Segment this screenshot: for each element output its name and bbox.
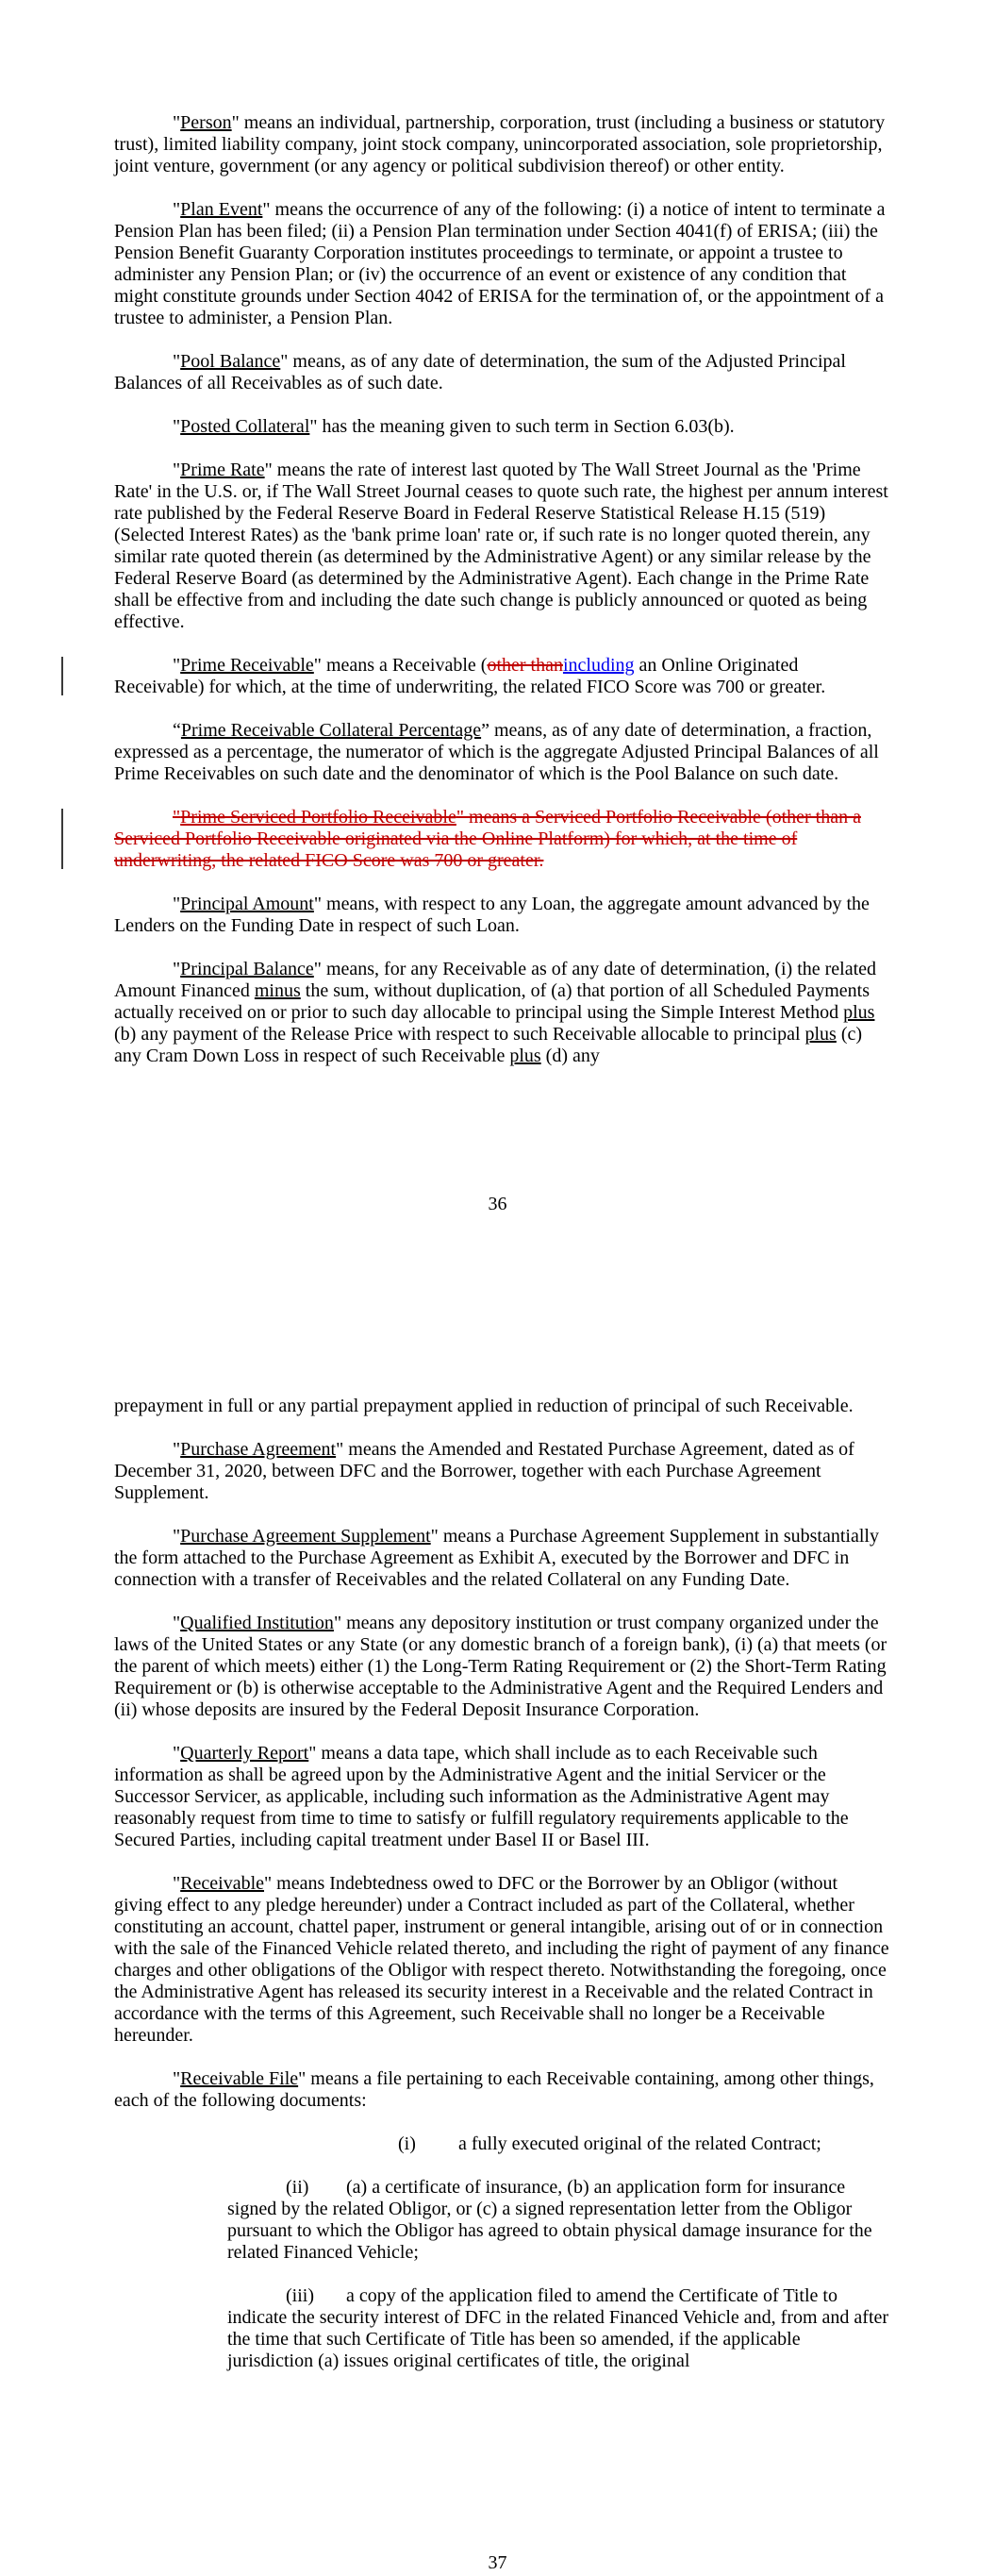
text-run: " means a Receivable ( xyxy=(313,655,488,676)
list-marker: (ii) xyxy=(286,2177,309,2198)
text-run: an Online Originated Receivable) for which, at the time of underwriting, the related FICO Score was 700 or greater. xyxy=(114,655,826,697)
text-run-term: Receivable File xyxy=(180,2068,299,2089)
text-run-u: plus xyxy=(843,1002,875,1023)
text-run-term: Prime Receivable Collateral Percentage xyxy=(180,720,482,741)
text-run: " xyxy=(173,112,181,133)
text-run: " means an individual, partnership, corporation, trust (including a business or statutory trust), limited liability company, joint stock company, unincorporated association, sole proprietorship, joint venture, government (or any agency or political subdivision thereof) or other entity. xyxy=(114,112,886,176)
text-run: " xyxy=(173,1613,181,1633)
text-run: " means, as of any date of determination, the sum of the Adjusted Principal Balances of all Receivables as of such date. xyxy=(114,351,846,393)
text-run: " xyxy=(173,894,181,914)
text-run: a copy of the application filed to amend the Certificate of Title to indicate the security interest of DFC in the related Financed Vehicle and, from and after the time that such Certificate of Title has been so amended, if the applicable jurisdiction (a) issues original certificates of title, the original xyxy=(227,2285,889,2371)
definition-prime-receivable xyxy=(114,655,889,698)
receivable-file-item-i xyxy=(284,2133,889,2155)
text-run-term: Purchase Agreement Supplement xyxy=(180,1526,431,1547)
text-run: " xyxy=(173,1743,181,1764)
text-run: " means, for any Receivable as of any date of determination, (i) the related Amount Financed xyxy=(114,959,877,1001)
text-run: (d) any xyxy=(540,1045,600,1066)
text-run-del: " xyxy=(173,807,181,828)
page-body xyxy=(114,112,889,1067)
text-run: " xyxy=(173,959,181,979)
text-run: " means a Purchase Agreement Supplement in substantially the form attached to the Purchase Agreement as Exhibit A, executed by the Borrower and DFC in connection with a transfer of Receivables and the related Collateral on any Funding Date. xyxy=(114,1526,879,1590)
text-run: (b) any payment of the Release Price with respect to such Receivable allocable to principal xyxy=(114,1024,805,1045)
text-run: " xyxy=(173,1526,181,1547)
text-run: " xyxy=(173,1439,181,1460)
change-bar xyxy=(61,657,63,695)
text-run: a fully executed original of the related Contract; xyxy=(458,2133,821,2154)
receivable-file-item-ii xyxy=(227,2177,889,2264)
definition-plan-event xyxy=(114,199,889,329)
definition-prime-serviced-portfolio-receivable-deleted xyxy=(114,807,889,872)
list-marker: (i) xyxy=(398,2133,416,2154)
text-run-ins: including xyxy=(562,655,635,676)
text-run-term-del: Prime Serviced Portfolio Receivable xyxy=(180,807,456,828)
text-run: " xyxy=(173,460,181,480)
definition-person xyxy=(114,112,889,177)
text-run: " xyxy=(173,1873,181,1894)
definition-posted-collateral xyxy=(114,416,889,438)
text-run-term: Principal Balance xyxy=(180,959,314,979)
text-run: (a) a certificate of insurance, (b) an application form for insurance signed by the related Obligor, or (c) a signed representation letter from the Obligor pursuant to which the Obligor has agreed to obtain physical damage insurance for the related Financed Vehicle; xyxy=(227,2177,872,2263)
page-number: 37 xyxy=(488,2552,507,2573)
text-run-term: Prime Receivable xyxy=(180,655,314,676)
definition-prime-rate xyxy=(114,460,889,633)
text-run: " means Indebtedness owed to DFC or the Borrower by an Obligor (without giving effect to any pledge hereunder) under a Contract included as part of the Collateral, whether constituting an account, chattel paper, instrument or general intangible, arising out of or in connection with the sale of the Financed Vehicle related thereto, and including the right of payment of any finance charges and other obligations of the Obligor with respect thereto. Notwithstanding the foregoing, once the Administrative Agent has released its security interest in a Receivable and the related Contract in accordance with the terms of this Agreement, such Receivable shall no longer be a Receivable hereunder. xyxy=(114,1873,889,2046)
text-run-term: Receivable xyxy=(180,1873,265,1894)
definition-receivable-file xyxy=(114,2068,889,2112)
text-run: " means the Amended and Restated Purchase Agreement, dated as of December 31, 2020, between DFC and the Borrower, together with each Purchase Agreement Supplement. xyxy=(114,1439,854,1503)
text-run: " has the meaning given to such term in Section 6.03(b). xyxy=(309,416,735,437)
text-run-term: Person xyxy=(180,112,232,133)
text-run-u: plus xyxy=(509,1045,541,1066)
text-run-del: " means a Serviced Portfolio Receivable (other than a Serviced Portfolio Receivable originated via the Online Platform) for which, at the time of underwriting, the related FICO Score was 700 or greater. xyxy=(114,807,861,871)
text-run: ” means, as of any date of determination, a fraction, expressed as a percentage, the numerator of which is the aggregate Adjusted Principal Balances of all Prime Receivables on such date and the denominator of which is the Pool Balance on such date. xyxy=(114,720,879,784)
text-run: " xyxy=(173,655,181,676)
text-run: " means any depository institution or trust company organized under the laws of the United States or any State (or any domestic branch of a foreign bank), (i) (a) that meets (or the parent of which meets) either (1) the Long-Term Rating Requirement or (2) the Short-Term Rating Requirement or (b) is otherwise acceptable to the Administrative Agent and the Required Lenders and (ii) whose deposits are insured by the Federal Deposit Insurance Corporation. xyxy=(114,1613,887,1720)
text-run-term: Pool Balance xyxy=(180,351,281,372)
text-run: (c) any Cram Down Loss in respect of such Receivable xyxy=(114,1024,863,1066)
page-number: 36 xyxy=(488,1194,507,1214)
text-run: " xyxy=(173,199,181,220)
text-run-term: Principal Amount xyxy=(180,894,314,914)
text-run: " xyxy=(173,2068,181,2089)
text-run: prepayment in full or any partial prepayment applied in reduction of principal of such Receivable. xyxy=(114,1396,854,1416)
text-run-term: Quarterly Report xyxy=(180,1743,309,1764)
definition-receivable xyxy=(114,1873,889,2047)
definition-pool-balance xyxy=(114,351,889,394)
list-marker: (iii) xyxy=(286,2285,314,2306)
text-run: " means a file pertaining to each Receivable containing, among other things, each of the following documents: xyxy=(114,2068,874,2111)
definition-purchase-agreement-supplement xyxy=(114,1526,889,1591)
definition-principal-amount xyxy=(114,894,889,937)
text-run-term: Qualified Institution xyxy=(180,1613,334,1633)
definition-purchase-agreement xyxy=(114,1439,889,1504)
definition-principal-balance xyxy=(114,959,889,1067)
text-run: " xyxy=(173,416,181,437)
receivable-file-item-iii xyxy=(227,2285,889,2372)
text-run: " means the rate of interest last quoted by The Wall Street Journal as the 'Prime Rate' in the U.S. or, if The Wall Street Journal ceases to quote such rate, the highest per annum interest rate published by the Federal Reserve Board in Federal Reserve Statistical Release H.15 (519) (Selected Interest Rates) as the 'bank prime loan' rate or, if such rate is no longer quoted therein, any similar rate quoted therein (as determined by the Administrative Agent) or any similar release by the Federal Reserve Board (as determined by the Administrative Agent). Each change in the Prime Rate shall be effective from and including the date such change is publicly announced or quoted as being effective. xyxy=(114,460,888,632)
text-run-term: Prime Rate xyxy=(180,460,265,480)
text-run: " means, with respect to any Loan, the aggregate amount advanced by the Lenders on the Funding Date in respect of such Loan. xyxy=(114,894,870,936)
continuation-principal-balance xyxy=(114,1396,889,1417)
text-run-term: Posted Collateral xyxy=(180,416,310,437)
change-bar xyxy=(61,809,63,869)
definition-qualified-institution xyxy=(114,1613,889,1721)
text-run-term: Purchase Agreement xyxy=(180,1439,337,1460)
text-run-u: plus xyxy=(804,1024,837,1045)
text-run: " xyxy=(173,351,181,372)
definition-prime-receivable-collateral-percentage xyxy=(114,720,889,785)
document-page-37 xyxy=(0,1321,995,2576)
text-run: " means a data tape, which shall include as to each Receivable such information as shall be agreed upon by the Administrative Agent and the initial Servicer or the Successor Servicer, as applicable, including such information as the Administrative Agent may reasonably request from time to time to satisfy or fulfill regulatory requirements applicable to the Secured Parties, including capital treatment under Basel II or Basel III. xyxy=(114,1743,849,1850)
definition-quarterly-report xyxy=(114,1743,889,1851)
text-run: “ xyxy=(173,720,181,741)
text-run-term: Plan Event xyxy=(180,199,263,220)
page-body xyxy=(114,1396,889,2372)
text-run-u: minus xyxy=(254,980,301,1001)
text-run: " means the occurrence of any of the following: (i) a notice of intent to terminate a Pension Plan has been filed; (ii) a Pension Plan termination under Section 4041(f) of ERISA; (iii) the Pension Benefit Guaranty Corporation institutes proceedings to terminate, or appoint a trustee to administer any Pension Plan; or (iv) the occurrence of an event or existence of any condition that might constitute grounds under Section 4042 of ERISA for the termination of, or the appointment of a trustee to administer, a Pension Plan. xyxy=(114,199,886,328)
text-run: the sum, without duplication, of (a) that portion of all Scheduled Payments actually received on or prior to such day allocable to principal using the Simple Interest Method xyxy=(114,980,871,1023)
text-run-del: other than xyxy=(487,655,563,676)
